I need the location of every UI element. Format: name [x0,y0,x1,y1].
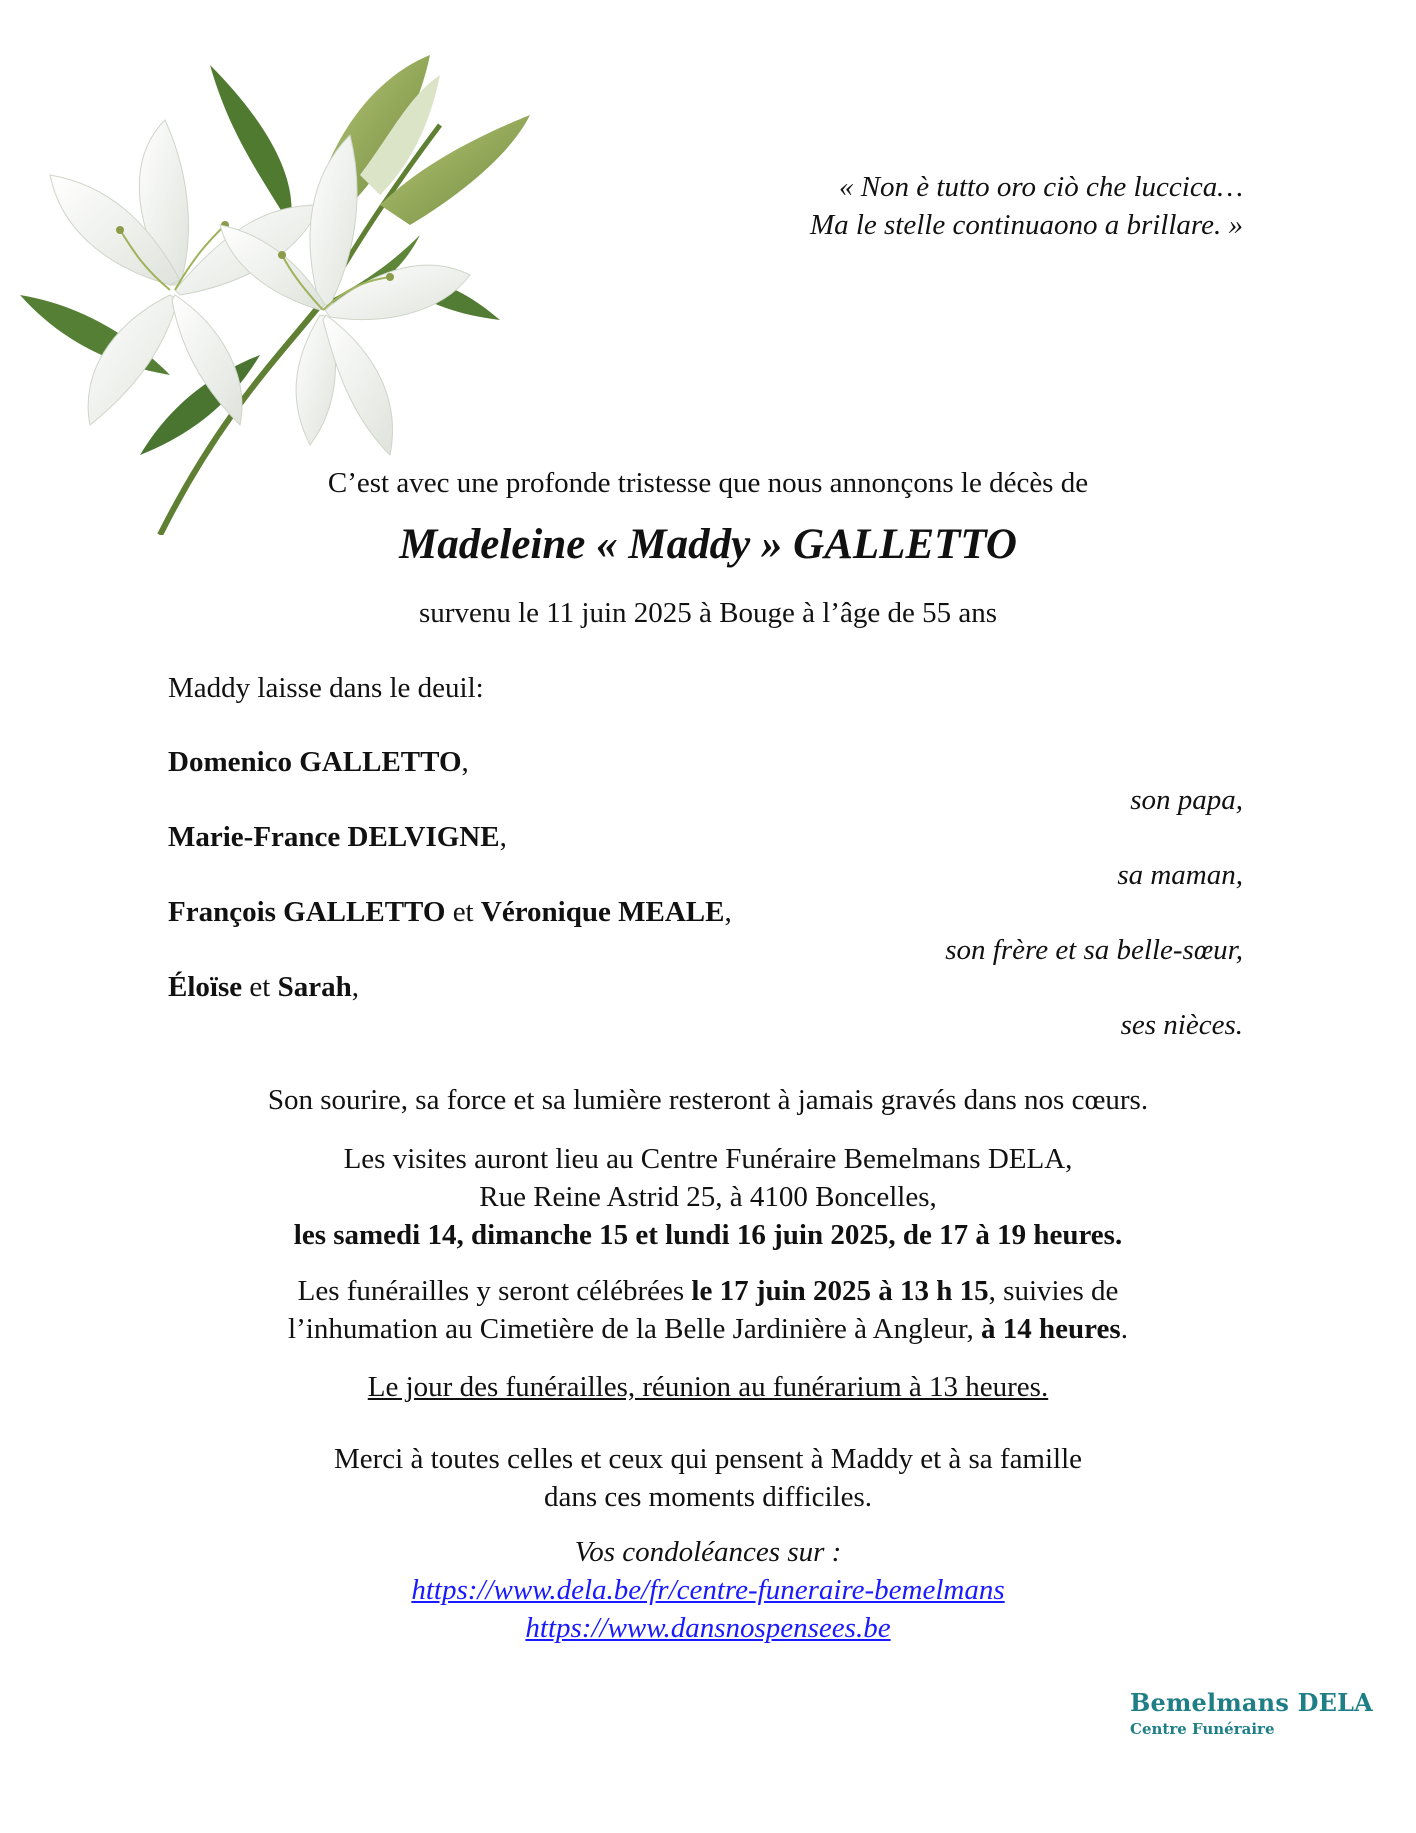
family-member-name [168,896,732,929]
family-suffix: , [499,821,507,853]
family-name-1: Marie-France DELVIGNE [168,821,500,853]
family-name-2: Sarah [277,971,352,1003]
thanks-line-1: Merci à toutes celles et ceux qui pensent à Maddy et à sa famille [333,1443,1083,1475]
burial-end: . [1120,1313,1128,1345]
family-relation: ses nièces. [1120,1009,1243,1041]
condolences-block [0,1533,1416,1647]
italian-quote [810,168,1243,244]
burial-time: à 14 heures [981,1313,1121,1345]
family-relation: son frère et sa belle-sœur, [945,934,1243,966]
family-suffix: , [351,971,359,1003]
thanks-message [0,1440,1416,1516]
family-name-1: Éloïse [168,971,243,1003]
reunion-note [0,1368,1416,1406]
family-name-2: Véronique MEALE [480,896,725,928]
family-name-1: François GALLETTO [168,896,446,928]
family-suffix: , [461,746,469,778]
funeral-text: , suivies de [988,1275,1119,1307]
logo-main-text: Bemelmans DELA [1130,1688,1373,1717]
family-connector: et [242,971,278,1003]
condolences-label: Vos condoléances sur : [574,1536,842,1568]
visits-info [0,1140,1416,1254]
family-name-1: Domenico GALLETTO [168,746,462,778]
family-member-name [168,821,507,854]
quote-line-1: « Non è tutto oro ciò che luccica… [838,171,1243,203]
family-connector: et [445,896,481,928]
family-member-name [168,746,469,779]
family-relation: son papa, [1130,784,1243,816]
thanks-line-2: dans ces moments difficiles. [543,1481,873,1513]
funeral-date: le 17 juin 2025 à 13 h 15 [691,1275,989,1307]
reunion-text: Le jour des funérailles, réunion au funérarium à 13 heures. [367,1371,1049,1403]
dansnospensees-link[interactable]: https://www.dansnospensees.be [525,1612,891,1644]
funeral-line-1 [0,1272,1416,1310]
family-relation: sa maman, [1117,859,1243,891]
announcement-intro: C’est avec une profonde tristesse que nous annonçons le décès de [327,467,1089,499]
visits-dates: les samedi 14, dimanche 15 et lundi 16 juin 2025, de 17 à 19 heures. [293,1219,1123,1251]
family-member-name [168,971,359,1004]
visits-line-1: Les visites auront lieu au Centre Funéraire Bemelmans DELA, [343,1143,1073,1175]
funeral-text: Les funérailles y seront célébrées [297,1275,692,1307]
burial-text: l’inhumation au Cimetière de la Belle Jardinière à Angleur, [288,1313,982,1345]
quote-line-2: Ma le stelle continuaono a brillare. » [809,209,1243,241]
logo-sub-text: Centre Funéraire [1130,1720,1275,1738]
dela-link[interactable]: https://www.dela.be/fr/centre-funeraire-bemelmans [411,1574,1005,1606]
lily-flowers-image [20,55,640,535]
bemelmans-dela-logo [1130,1688,1373,1738]
funeral-line-2 [0,1310,1416,1348]
funeral-info [0,1272,1416,1348]
visits-line-2: Rue Reine Astrid 25, à 4100 Boncelles, [479,1181,937,1213]
closing-sentence: Son sourire, sa force et sa lumière resteront à jamais gravés dans nos cœurs. [267,1084,1149,1116]
deceased-name: Madeleine « Maddy » GALLETTO [399,521,1017,568]
mourning-intro: Maddy laisse dans le deuil: [168,672,484,704]
death-details: survenu le 11 juin 2025 à Bouge à l’âge de 55 ans [419,597,997,629]
family-suffix: , [724,896,732,928]
